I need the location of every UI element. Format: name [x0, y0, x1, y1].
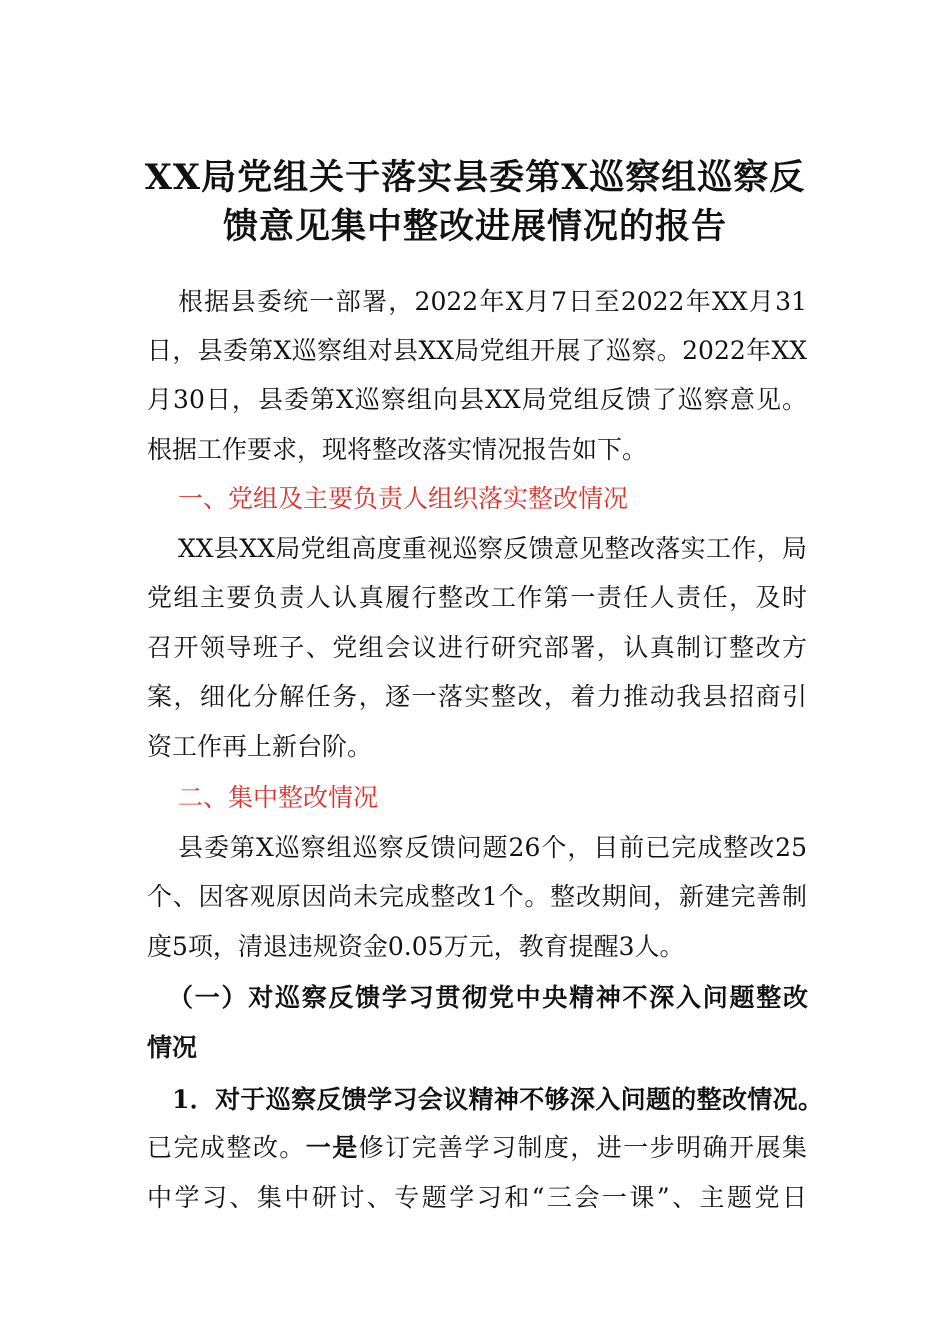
intro-line: 根据工作要求，现将整改落实情况报告如下。	[147, 435, 648, 464]
intro-line: 根据县委统一部署，2022年X月7日至2022年XX月31	[178, 287, 807, 316]
section-1-line: XX县XX局党组高度重视巡察反馈意见整改落实工作，局	[178, 534, 807, 563]
intro-line: 月30日，县委第X巡察组向县XX局党组反馈了巡察意见。	[147, 385, 807, 414]
section-2-line: 个、因客观原因尚未完成整改1个。整改期间，新建完善制	[147, 882, 807, 911]
intro-line: 日，县委第X巡察组对县XX局党组开展了巡察。2022年XX	[147, 336, 807, 365]
section-1-line: 资工作再上新台阶。	[147, 732, 373, 761]
section-1-heading: 一、党组及主要负责人组织落实整改情况	[178, 484, 629, 513]
subsection-1-heading: （一）对巡察反馈学习贯彻党中央精神不深入问题整改	[168, 983, 808, 1012]
item-1-line	[147, 1131, 807, 1165]
subsection-1-heading-cont: 情况	[147, 1033, 198, 1062]
section-2-line: 度5项，清退违规资金0.05万元，教育提醒3人。	[147, 932, 685, 961]
item-1-line: 中学习、集中研讨、专题学习和“三会一课”、主题党日	[147, 1183, 807, 1212]
section-1-line: 案，细化分解任务，逐一落实整改，着力推动我县招商引	[147, 682, 807, 711]
item-1-status: 已完成整改。	[147, 1133, 306, 1162]
section-1-line: 党组主要负责人认真履行整改工作第一责任人责任，及时	[147, 583, 807, 612]
item-1-heading: 1．对于巡察反馈学习会议精神不够深入问题的整改情况。	[172, 1085, 823, 1114]
document-title-line-2: 馈意见集中整改进展情况的报告	[222, 206, 727, 247]
section-2-line: 县委第X巡察组巡察反馈问题26个，目前已完成整改25	[178, 833, 807, 862]
section-2-heading: 二、集中整改情况	[178, 783, 379, 812]
item-1-first-point-label: 一是	[305, 1133, 359, 1162]
document-title-line-1: XX局党组关于落实县委第X巡察组巡察反	[144, 157, 806, 198]
section-1-line: 召开领导班子、党组会议进行研究部署，认真制订整改方	[147, 633, 807, 662]
item-1-first-point-text: 修订完善学习制度，进一步明确开展集	[358, 1133, 807, 1162]
